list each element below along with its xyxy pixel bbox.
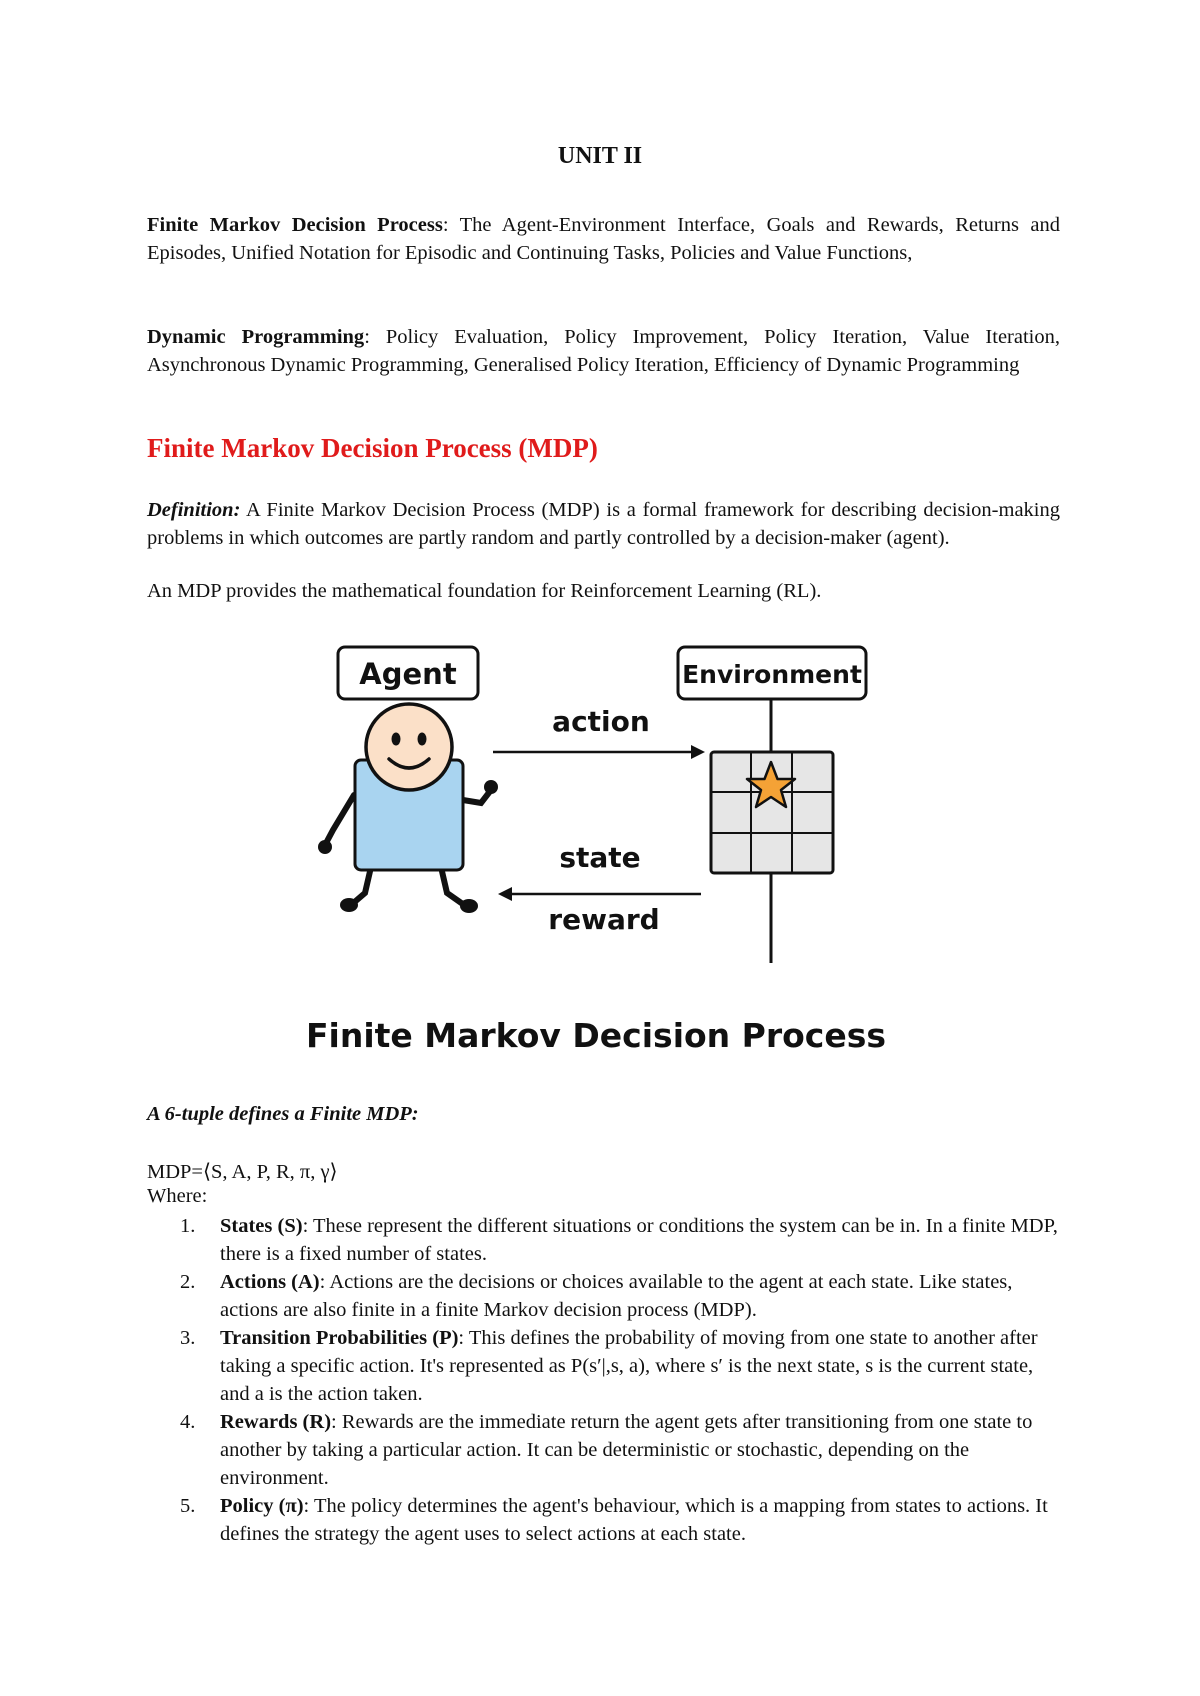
list-number: 3. bbox=[180, 1327, 196, 1349]
action-label: action bbox=[552, 705, 650, 738]
list-number: 2. bbox=[180, 1271, 196, 1293]
agent-character-icon bbox=[318, 704, 498, 913]
list-item bbox=[147, 1492, 1060, 1548]
unit-title: UNIT II bbox=[557, 143, 643, 169]
environment-label: Environment bbox=[682, 660, 862, 689]
list-item bbox=[147, 1268, 1060, 1324]
definition-paragraph bbox=[147, 496, 1060, 552]
tuple-heading: A 6-tuple defines a Finite MDP: bbox=[147, 1103, 419, 1125]
list-item bbox=[147, 1212, 1060, 1268]
action-arrowhead-icon bbox=[691, 745, 705, 759]
syllabus-dp bbox=[147, 323, 1060, 379]
list-number: 4. bbox=[180, 1411, 196, 1433]
list-number: 5. bbox=[180, 1495, 196, 1517]
syllabus-mdp-label: Finite Markov Decision Process bbox=[147, 214, 443, 236]
mdp-formula: MDP=⟨S, A, P, R, π, γ⟩ bbox=[147, 1161, 338, 1183]
state-label: state bbox=[559, 841, 641, 874]
list-item bbox=[147, 1324, 1060, 1408]
list-term: Rewards (R) bbox=[220, 1411, 332, 1433]
figure-caption: Finite Markov Decision Process bbox=[305, 1016, 887, 1055]
list-text: : The policy determines the agent's behaviour, which is a mapping from states to actions. It defines the strategy the agent uses to select actions at each state. bbox=[220, 1495, 1048, 1545]
reward-label: reward bbox=[548, 903, 660, 936]
section-heading: Finite Markov Decision Process (MDP) bbox=[147, 433, 598, 463]
where-label: Where: bbox=[147, 1185, 208, 1207]
list-text: : Actions are the decisions or choices available to the agent at each state. Like states, actions are also finite in a finite Markov decision process (MDP). bbox=[220, 1271, 1013, 1321]
definition-text: A Finite Markov Decision Process (MDP) is a formal framework for describing decision-making problems in which outcomes are partly random and partly controlled by a decision-maker (agent). bbox=[147, 499, 1061, 549]
list-number: 1. bbox=[180, 1215, 196, 1237]
list-item bbox=[147, 1408, 1060, 1492]
syllabus-mdp-text: : The Agent-Environment Interface, Goals and Rewards, Returns and Episodes, Unified Notation for Episodic and Continuing Tasks, Policies and Value Functions, bbox=[147, 214, 1061, 264]
list-text: : These represent the different situations or conditions the system can be in. In a finite MDP, there is a fixed number of states. bbox=[220, 1215, 1058, 1265]
definition-line2: An MDP provides the mathematical foundation for Reinforcement Learning (RL). bbox=[147, 580, 822, 602]
state-arrowhead-icon bbox=[498, 887, 512, 901]
list-text: : This defines the probability of moving from one state to another after taking a specific action. It's represented as P(s′|,s, a), where s′ is the next state, s is the current state, and a is the action taken. bbox=[220, 1327, 1038, 1405]
list-text: : Rewards are the immediate return the agent gets after transitioning from one state to another by taking a particular action. It can be deterministic or stochastic, depending on the environment. bbox=[220, 1411, 1033, 1489]
list-term: Policy (π) bbox=[220, 1495, 304, 1517]
list-term: Actions (A) bbox=[220, 1271, 320, 1293]
syllabus-mdp bbox=[147, 211, 1060, 267]
syllabus-dp-label: Dynamic Programming bbox=[147, 326, 365, 348]
tuple-definition-list bbox=[147, 1212, 1060, 1548]
agent-label: Agent bbox=[359, 657, 457, 691]
mdp-figure bbox=[253, 635, 953, 1065]
list-term: States (S) bbox=[220, 1215, 303, 1237]
list-term: Transition Probabilities (P) bbox=[220, 1327, 459, 1349]
syllabus-dp-text: : Policy Evaluation, Policy Improvement, Policy Iteration, Value Iteration, Asynchronous Dynamic Programming, Generalised Policy Iteration, Efficiency of Dynamic Programming bbox=[147, 326, 1060, 376]
definition-label: Definition: bbox=[147, 499, 241, 521]
